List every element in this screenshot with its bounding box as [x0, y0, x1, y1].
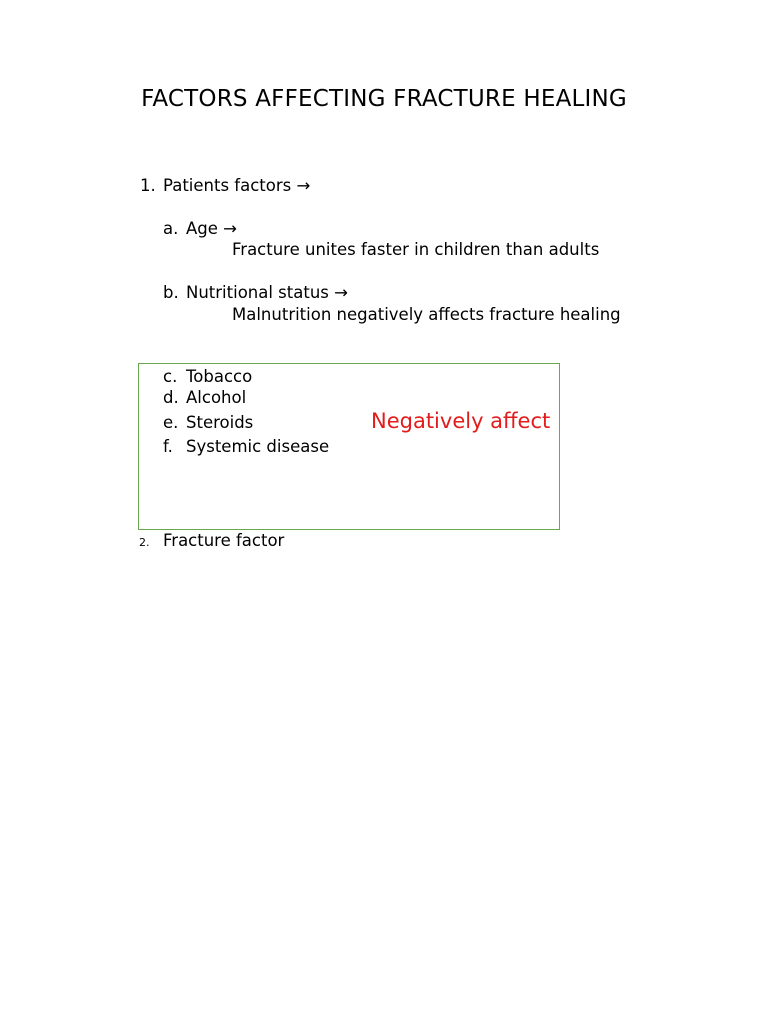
negatively-affect-note: Negatively affect [371, 409, 551, 433]
section-1-marker: 1. [140, 176, 156, 195]
item-d-marker: d. [163, 388, 179, 407]
item-a-label: Age → [186, 219, 237, 238]
item-b-marker: b. [163, 283, 179, 302]
item-e-label: Steroids [186, 413, 254, 432]
section-1-label: Patients factors → [163, 176, 311, 195]
section-2-marker: 2. [139, 536, 150, 549]
item-a-detail: Fracture unites faster in children than adults [232, 240, 600, 259]
item-f-label: Systemic disease [186, 437, 330, 456]
item-f-marker: f. [163, 437, 173, 456]
item-c-marker: c. [163, 367, 178, 386]
item-c-label: Tobacco [186, 367, 253, 386]
item-a-marker: a. [163, 219, 179, 238]
item-d-label: Alcohol [186, 388, 247, 407]
item-b-label: Nutritional status → [186, 283, 348, 302]
page-title: FACTORS AFFECTING FRACTURE HEALING [141, 86, 627, 112]
item-e-marker: e. [163, 413, 179, 432]
section-2-label: Fracture factor [163, 531, 285, 550]
item-b-detail: Malnutrition negatively affects fracture healing [232, 305, 621, 324]
